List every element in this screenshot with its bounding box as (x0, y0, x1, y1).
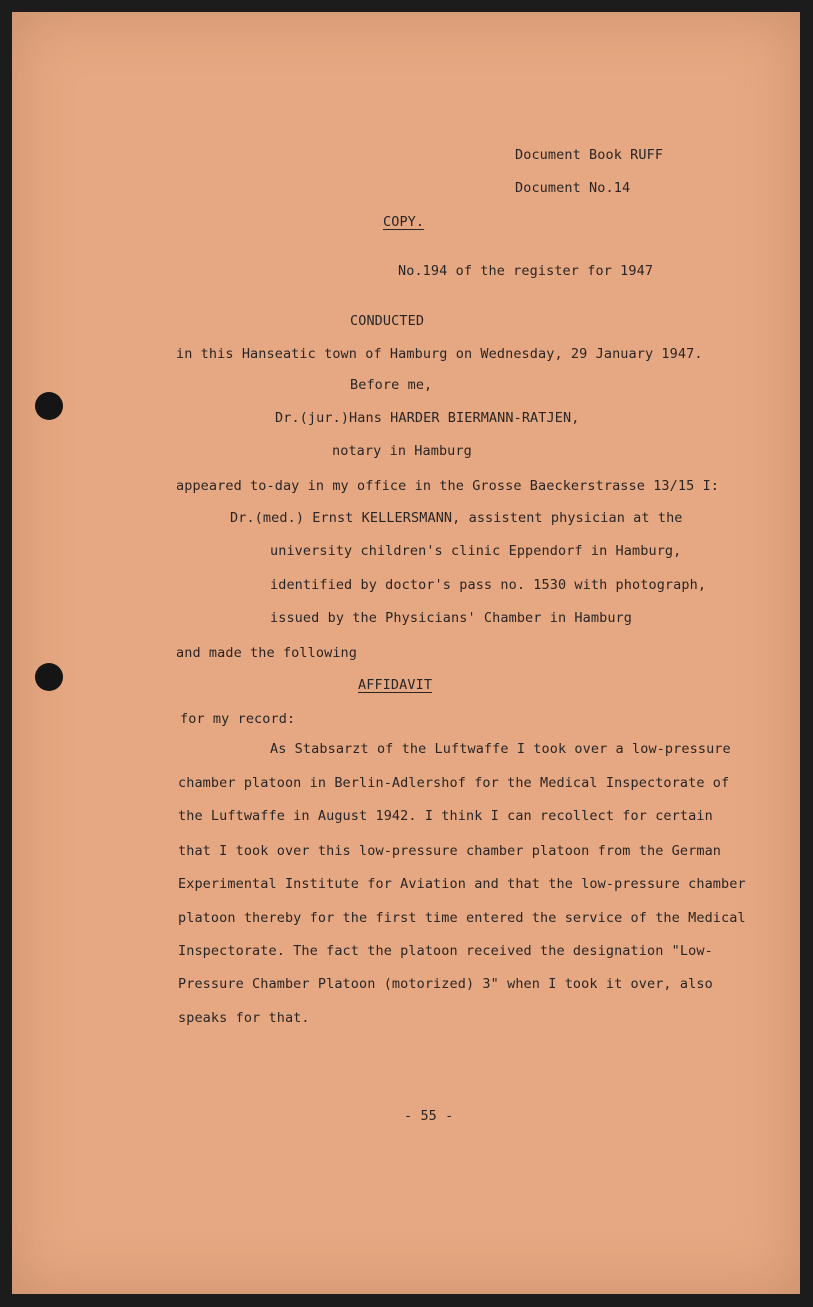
affidavit-text-line: speaks for that. (178, 1010, 310, 1026)
copy-heading: COPY. (383, 214, 425, 230)
document-page (12, 12, 800, 1294)
deponent-line: university children's clinic Eppendorf in Hamburg, (270, 543, 682, 559)
punch-hole (35, 663, 63, 691)
affidavit-text-line: platoon thereby for the first time entered the service of the Medical (178, 910, 746, 926)
affidavit-heading: AFFIDAVIT (358, 677, 433, 693)
made-following-line: and made the following (176, 645, 358, 661)
affidavit-text-line: As Stabsarzt of the Luftwaffe I took over a low-pressure (270, 741, 731, 757)
page-number: - 55 - (404, 1108, 454, 1124)
document-book-label: Document Book RUFF (515, 147, 664, 163)
for-record-line: for my record: (180, 711, 296, 727)
affidavit-text-line: Pressure Chamber Platoon (motorized) 3" when I took it over, also (178, 976, 713, 992)
affidavit-text-line: the Luftwaffe in August 1942. I think I can recollect for certain (178, 808, 713, 824)
appeared-line: appeared to-day in my office in the Grosse Baeckerstrasse 13/15 I: (176, 478, 720, 494)
place-date-line: in this Hanseatic town of Hamburg on Wednesday, 29 January 1947. (176, 346, 703, 362)
affidavit-text-line: Experimental Institute for Aviation and that the low-pressure chamber (178, 876, 746, 892)
punch-hole (35, 392, 63, 420)
deponent-line: issued by the Physicians' Chamber in Hamburg (270, 610, 633, 626)
conducted-heading: CONDUCTED (350, 313, 425, 329)
notary-title: notary in Hamburg (332, 443, 472, 459)
deponent-line: Dr.(med.) Ernst KELLERSMANN, assistent physician at the (230, 510, 683, 526)
deponent-line: identified by doctor's pass no. 1530 with photograph, (270, 577, 707, 593)
affidavit-text-line: chamber platoon in Berlin-Adlershof for the Medical Inspectorate of (178, 775, 730, 791)
affidavit-text-line: Inspectorate. The fact the platoon received the designation "Low- (178, 943, 713, 959)
notary-name: Dr.(jur.)Hans HARDER BIERMANN-RATJEN, (275, 410, 580, 426)
document-number: Document No.14 (515, 180, 631, 196)
before-me-line: Before me, (350, 377, 433, 393)
affidavit-text-line: that I took over this low-pressure chamber platoon from the German (178, 843, 722, 859)
register-number: No.194 of the register for 1947 (398, 263, 654, 279)
